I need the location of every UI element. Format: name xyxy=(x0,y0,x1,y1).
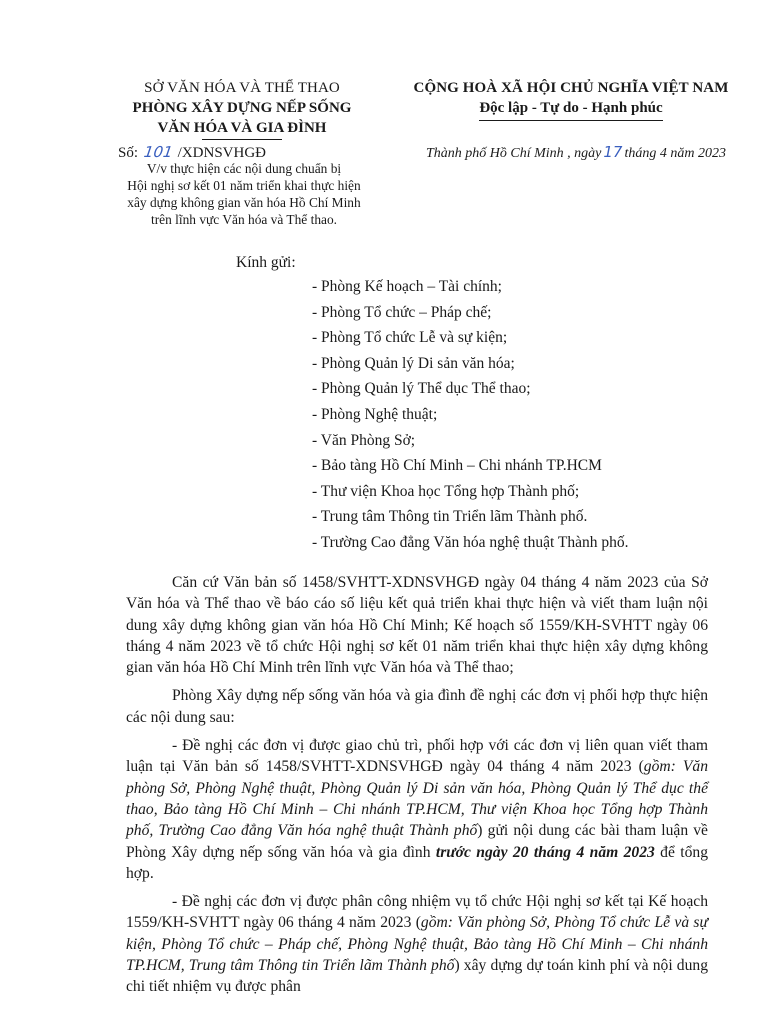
recipient-item: - Phòng Nghệ thuật; xyxy=(312,405,438,423)
item1-text-c: để tổng hợp. xyxy=(126,843,708,882)
place-date-suffix: tháng 4 năm 2023 xyxy=(624,146,726,161)
national-motto-wrap xyxy=(479,98,662,118)
doc-number-prefix: Số: xyxy=(118,145,139,161)
item1-text-b: ) gửi nội dung các bài tham luận về Phòng Xây dựng nếp sống văn hóa và gia đình xyxy=(126,822,708,861)
place-date-prefix: Thành phố Hồ Chí Minh , ngày xyxy=(426,146,602,161)
body-paragraph-legal-basis: Căn cứ Văn bản số 1458/SVHTT-XDNSVHGĐ ngày 04 tháng 4 năm 2023 của Sở Văn hóa và Thể thao về báo cáo số liệu kết quả triển khai thực hiện và viết tham luận nội dung xây dựng không gian văn hóa Hồ Chí Minh; Kế hoạch số 1559/KH-SVHTT ngày 06 tháng 4 năm 2023 về tổ chức Hội nghị sơ kết 01 năm triển khai thực hiện xây dựng không gian văn hóa Hồ Chí Minh trên lĩnh vực Văn hóa và Thể thao; xyxy=(126,574,708,677)
motto-underline xyxy=(479,120,662,121)
item1-deadline: trước ngày 20 tháng 4 năm 2023 xyxy=(435,843,655,861)
document-subject xyxy=(84,160,404,228)
nation-name: CỘNG HOÀ XÃ HỘI CHỦ NGHĨA VIỆT NAM xyxy=(413,80,729,96)
body-paragraph-item2 xyxy=(126,891,708,997)
issuing-agency-block xyxy=(92,78,392,138)
recipient-item: - Trung tâm Thông tin Triển lãm Thành phố. xyxy=(312,508,588,526)
recipient-item: - Phòng Tổ chức – Pháp chế; xyxy=(312,303,492,321)
item1-text-a: - Đề nghị các đơn vị được giao chủ trì, phối hợp với các đơn vị liên quan viết tham luận tại Văn bản số 1458/SVHTT-XDNSVHGĐ ngày 04 tháng 4 năm 2023 ( xyxy=(126,737,708,776)
subject-line: xây dựng không gian văn hóa Hồ Chí Minh xyxy=(127,195,361,210)
subject-line: trên lĩnh vực Văn hóa và Thể thao. xyxy=(151,212,337,227)
agency-name-line2: VĂN HÓA VÀ GIA ĐÌNH xyxy=(157,120,327,136)
recipient-item: - Phòng Quản lý Thể dục Thể thao; xyxy=(312,380,531,398)
agency-name-line1: PHÒNG XÂY DỰNG NẾP SỐNG xyxy=(132,100,352,116)
item2-text-b: ) xây dựng dự toán kinh phí và nội dung chi tiết nhiệm vụ được phân xyxy=(126,957,708,996)
recipient-item: - Bảo tàng Hồ Chí Minh – Chi nhánh TP.HCM xyxy=(312,457,602,475)
national-motto: Độc lập - Tự do - Hạnh phúc xyxy=(479,100,663,116)
body-paragraph-item1 xyxy=(126,735,708,884)
item2-italic-units: gồm: Văn phòng Sở, Phòng Tổ chức Lễ và sự kiện, Phòng Tổ chức – Pháp chế, Phòng Nghệ thuật, Bảo tàng Hồ Chí Minh – Chi nhánh TP.HCM, Trung tâm Thông tin Triển lãm Thành phố xyxy=(126,914,708,975)
recipient-item: - Phòng Tổ chức Lễ và sự kiện; xyxy=(312,329,508,347)
recipient-item: - Thư viện Khoa học Tổng hợp Thành phố; xyxy=(312,482,580,500)
subject-line: V/v thực hiện các nội dung chuẩn bị xyxy=(146,161,342,176)
document-body xyxy=(126,572,708,1005)
recipient-list xyxy=(312,274,629,556)
recipient-item: - Trường Cao đẳng Văn hóa nghệ thuật Thành phố. xyxy=(312,533,629,551)
day-handwritten: 17 xyxy=(603,143,623,161)
agency-name-line2-wrap xyxy=(158,118,327,138)
subject-line: Hội nghị sơ kết 01 năm triển khai thực hiện xyxy=(127,178,361,193)
recipient-item: - Văn Phòng Sở; xyxy=(312,431,416,449)
recipients-heading: Kính gửi: xyxy=(236,254,296,271)
agency-underline xyxy=(202,139,282,140)
national-header xyxy=(390,78,752,118)
doc-number-handwritten: 101 xyxy=(142,143,174,161)
parent-agency-name: SỞ VĂN HÓA VÀ THỂ THAO xyxy=(144,80,340,96)
item1-italic-units: gồm: Văn phòng Sở, Phòng Nghệ thuật, Phòng Quản lý Di sản văn hóa, Phòng Quản lý Thể dục thể thao, Bảo tàng Hồ Chí Minh – Chi nhánh TP.HCM, Thư viện Khoa học Tổng hợp Thành phố, Trường Cao đẳng Văn hóa nghệ thuật Thành phố xyxy=(126,758,708,840)
recipient-item: - Phòng Quản lý Di sản văn hóa; xyxy=(312,354,515,372)
recipient-item: - Phòng Kế hoạch – Tài chính; xyxy=(312,278,502,295)
item2-text-a: - Đề nghị các đơn vị được phân công nhiệm vụ tổ chức Hội nghị sơ kết tại Kế hoạch 1559/KH-SVHTT ngày 06 tháng 4 năm 2023 ( xyxy=(126,893,708,932)
place-and-date xyxy=(396,142,756,164)
doc-number-suffix: /XDNSVHGĐ xyxy=(177,145,266,161)
body-paragraph-request: Phòng Xây dựng nếp sống văn hóa và gia đình đề nghị các đơn vị phối hợp thực hiện các nội dung sau: xyxy=(126,687,708,726)
